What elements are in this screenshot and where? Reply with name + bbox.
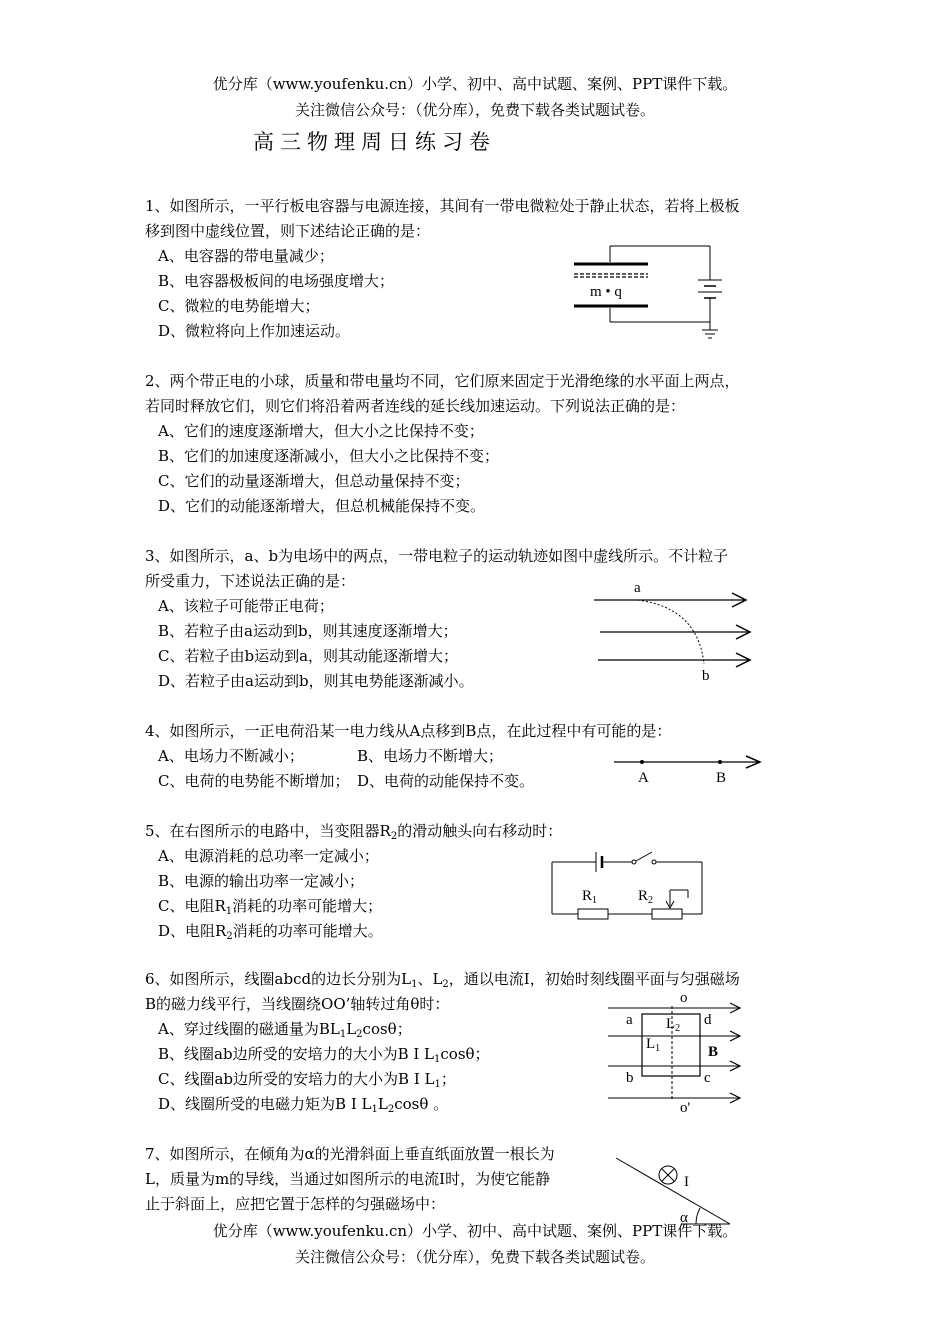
q2-option-d: D、它们的动能逐渐增大，但总机械能保持不变。 xyxy=(158,497,486,515)
q5-option-c: C、电阻$R_1$消耗的功率可能增大； xyxy=(158,897,383,917)
q7-stem-line2: L，质量为m的导线，当通过如图所示的电流I时，为使它能静 xyxy=(145,1170,551,1188)
q1-stem-line1: 1、如图所示，一平行板电容器与电源连接，其间有一带电微粒处于静止状态，若将上极板 xyxy=(145,197,740,215)
q5-circuit-figure xyxy=(548,848,708,918)
q1-option-a: A、电容器的带电量减少； xyxy=(158,247,334,265)
q4-option-b: B、电场力不断增大； xyxy=(357,747,504,765)
q4-point-b-label: B xyxy=(716,770,727,786)
q6-corner-d-label: d xyxy=(704,1012,712,1028)
q6-axis-o-label: o xyxy=(680,990,688,1006)
q3-option-a: A、该粒子可能带正电荷； xyxy=(158,597,334,615)
q1-option-d: D、微粒将向上作加速运动。 xyxy=(158,322,351,340)
q3-option-d: D、若粒子由a运动到b，则其电势能逐渐减小。 xyxy=(158,672,474,690)
q2-option-b: B、它们的加速度逐渐减小，但大小之比保持不变； xyxy=(158,447,500,465)
q6-stem-line1: 6、如图所示，线圈abcd的边长分别为$L_1$、$L_2$，通以电流I，初始时刻线圈平面与匀强磁场 xyxy=(145,970,740,990)
q1-particle-label: m • q xyxy=(590,284,622,300)
q7-stem-line1: 7、如图所示，在倾角为α的光滑斜面上垂直纸面放置一根长为 xyxy=(145,1145,555,1163)
q3-stem-line1: 3、如图所示，a、b为电场中的两点，一带电粒子的运动轨迹如图中虚线所示。不计粒子 xyxy=(145,547,729,565)
q7-current-label: I xyxy=(684,1174,689,1190)
q6-corner-a-label: a xyxy=(626,1012,633,1028)
q3-option-c: C、若粒子由b运动到a，则其动能逐渐增大； xyxy=(158,647,459,665)
q6-option-a: A、穿过线圈的磁通量为$BL_1L_2\cos\theta$； xyxy=(158,1020,412,1040)
q2-option-c: C、它们的动量逐渐增大，但总动量保持不变； xyxy=(158,472,470,490)
q2-stem-line1: 2、两个带正电的小球，质量和带电量均不同，它们原来固定于光滑绝缘的水平面上两点， xyxy=(145,372,740,390)
q3-point-b-label: b xyxy=(702,668,710,684)
footer-line-2: 关注微信公众号：（优分库），免费下载各类试题试卷。 xyxy=(294,1248,655,1266)
q3-point-a-label: a xyxy=(634,580,641,596)
q4-stem: 4、如图所示，一正电荷沿某一电力线从A点移到B点，在此过程中有可能的是： xyxy=(145,722,672,740)
q5-stem: 5、在右图所示的电路中，当变阻器$R_2$的滑动触头向右移动时： xyxy=(145,822,563,842)
q5-option-d: D、电阻$R_2$消耗的功率可能增大。 xyxy=(158,922,383,942)
q1-option-c: C、微粒的电势能增大； xyxy=(158,297,320,315)
q4-point-a-label: A xyxy=(638,770,649,786)
q1-stem-line2: 移到图中虚线位置，则下述结论正确的是： xyxy=(145,222,431,240)
q6-field-b-label: B xyxy=(708,1044,719,1060)
q2-option-a: A、它们的速度逐渐增大，但大小之比保持不变； xyxy=(158,422,484,440)
q4-field-line-figure xyxy=(610,752,770,788)
q1-option-b: B、电容器极板间的电场强度增大； xyxy=(158,272,395,290)
q6-stem-line2: B的磁力线平行，当线圈绕OO’轴转过角θ时： xyxy=(145,995,450,1013)
q6-option-d: D、线圈所受的电磁力矩为B I $L_1L_2\cos\theta$ 。 xyxy=(158,1095,449,1115)
q3-stem-line2: 所受重力，下述说法正确的是： xyxy=(145,572,356,590)
q4-option-a: A、电场力不断减小； xyxy=(158,747,304,765)
q6-option-b: B、线圈ab边所受的安培力的大小为B I $L_1\cos\theta$； xyxy=(158,1045,490,1065)
q5-option-a: A、电源消耗的总功率一定减小； xyxy=(158,847,379,865)
q5-r1-label: $R_1$ xyxy=(582,888,598,906)
header-line-1: 优分库（www.youfenku.cn）小学、初中、高中试题、案例、PPT课件下载。 xyxy=(212,75,738,93)
q1-capacitor-figure xyxy=(570,240,730,340)
q6-l2-label: $L_2$ xyxy=(666,1016,681,1034)
q7-angle-label: α xyxy=(680,1210,688,1226)
q3-field-lines-figure xyxy=(590,578,760,688)
q7-stem-line3: 止于斜面上，应把它置于怎样的匀强磁场中： xyxy=(145,1195,446,1213)
q6-corner-b-label: b xyxy=(626,1070,634,1086)
q6-corner-c-label: c xyxy=(704,1070,711,1086)
q3-option-b: B、若粒子由a运动到b，则其速度逐渐增大； xyxy=(158,622,458,640)
q5-r2-label: $R_2$ xyxy=(638,888,654,906)
header-line-2: 关注微信公众号：（优分库），免费下载各类试题试卷。 xyxy=(294,101,655,119)
q6-axis-o-prime-label: o' xyxy=(680,1100,691,1116)
q2-stem-line2: 若同时释放它们，则它们将沿着两者连线的延长线加速运动。下列说法正确的是： xyxy=(145,397,686,415)
q7-incline-figure xyxy=(612,1150,742,1230)
page-title: 高三物理周日练习卷 xyxy=(253,130,496,154)
q5-option-b: B、电源的输出功率一定减小； xyxy=(158,872,365,890)
q4-option-d: D、电荷的动能保持不变。 xyxy=(357,772,535,790)
q6-option-c: C、线圈ab边所受的安培力的大小为B I $L_1$； xyxy=(158,1070,456,1090)
footer-line-1: 优分库（www.youfenku.cn）小学、初中、高中试题、案例、PPT课件下载。 xyxy=(212,1222,738,1240)
q6-l1-label: $L_1$ xyxy=(646,1036,661,1054)
q6-coil-figure xyxy=(604,986,754,1118)
q4-option-c: C、电荷的电势能不断增加； xyxy=(158,772,350,790)
